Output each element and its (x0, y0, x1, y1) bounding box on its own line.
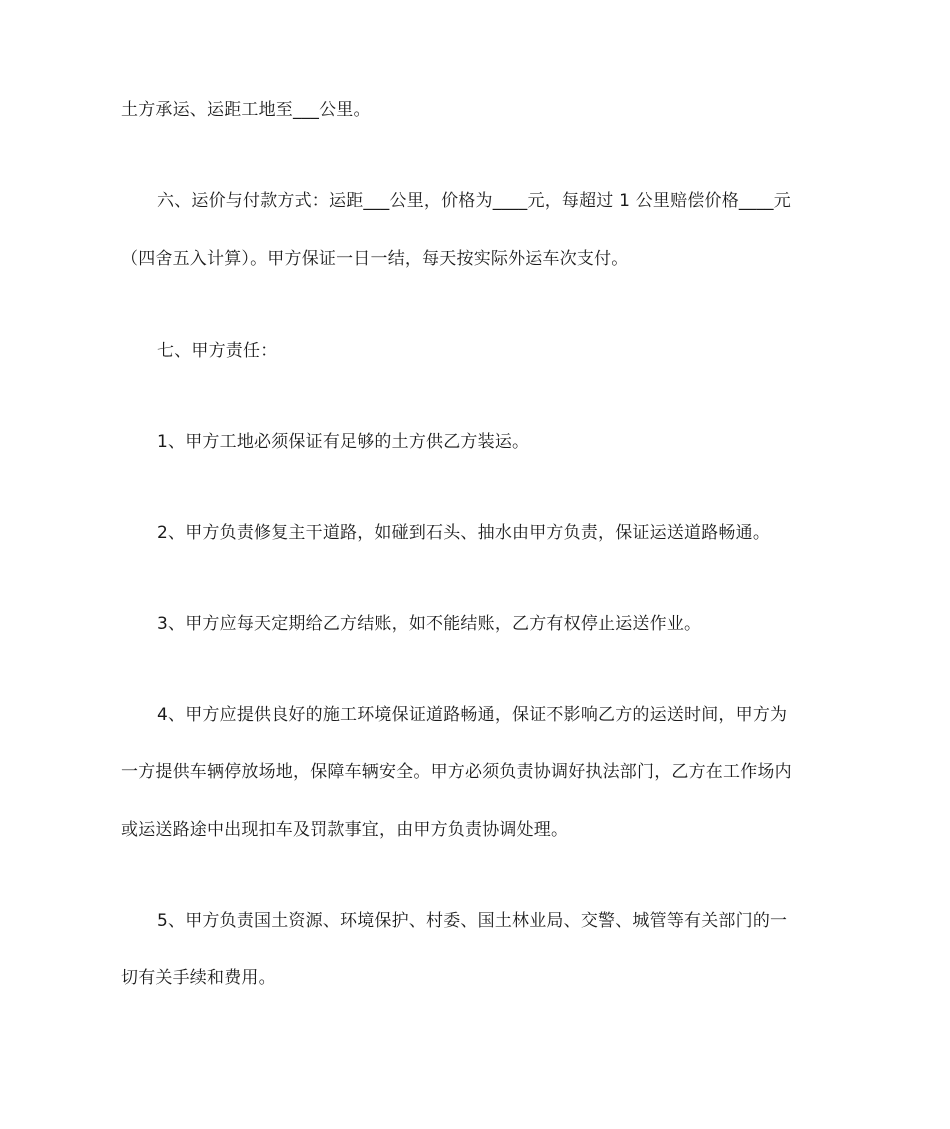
heading-price-payment: 六、运价与付款方式：运距___公里，价格为____元，每超过 1 公里赔偿价格____元 (157, 191, 791, 211)
text-line-earthwork-distance: 土方承运、运距工地至___公里。 (121, 100, 371, 120)
clause-2: 2、甲方负责修复主干道路，如碰到石头、抽水由甲方负责，保证运送道路畅通。 (157, 523, 771, 543)
clause-4-line-2: 一方提供车辆停放场地，保障车辆安全。甲方必须负责协调好执法部门，乙方在工作场内 (121, 762, 792, 782)
clause-5-line-2: 切有关手续和费用。 (121, 968, 276, 988)
clause-3: 3、甲方应每天定期给乙方结账，如不能结账，乙方有权停止运送作业。 (157, 614, 702, 634)
clause-1: 1、甲方工地必须保证有足够的土方供乙方装运。 (157, 432, 530, 452)
clause-4-line-1: 4、甲方应提供良好的施工环境保证道路畅通，保证不影响乙方的运送时间，甲方为 (157, 705, 788, 725)
heading-party-a-responsibilities: 七、甲方责任： (157, 341, 278, 361)
text-line-payment-terms: （四舍五入计算）。甲方保证一日一结，每天按实际外运车次支付。 (121, 249, 629, 269)
clause-4-line-3: 或运送路途中出现扣车及罚款事宜，由甲方负责协调处理。 (121, 820, 569, 840)
clause-5-line-1: 5、甲方负责国土资源、环境保护、村委、国土林业局、交警、城管等有关部门的一 (157, 911, 788, 931)
